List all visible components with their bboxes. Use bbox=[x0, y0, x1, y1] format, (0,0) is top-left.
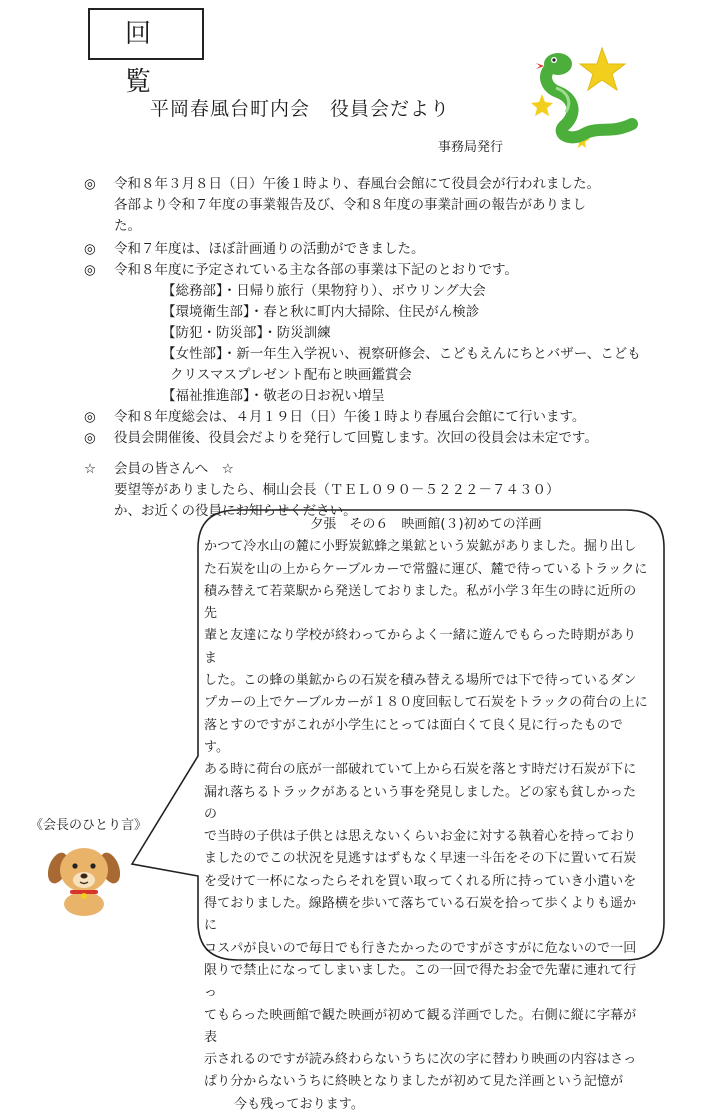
column-line: 積み替えて若菜駅から発送しておりました。私が小学３年生の時に近所の先 bbox=[204, 583, 637, 622]
issuer-label: 事務局発行 bbox=[438, 140, 504, 155]
text-line: 役員会開催後、役員会だよりを発行して回覧します。次回の役員会は未定です。 bbox=[114, 430, 598, 446]
column-line: 落とすのですがこれが小学生にとっては面白くて良く見に行ったものです。 bbox=[204, 717, 623, 755]
text-line: か、お近くの役員にお知らせください。 bbox=[114, 503, 357, 519]
column-line: てもらった映画館で観た映画が初めて観る洋画でした。右側に縦に字幕が表 bbox=[204, 1007, 637, 1045]
column-line: した。この蜂の巣鉱からの石炭を積み替える場所では下で待っているダン bbox=[204, 673, 637, 689]
column-line: た石炭を山の上からケーブルカーで常盤に運び、麓で待っているトラックに bbox=[204, 561, 648, 577]
department-item: 【環境衛生部】・春と秋に町内大掃除、住民がん検診 bbox=[162, 304, 480, 320]
department-item-cont: クリスマスプレゼント配布と映画鑑賞会 bbox=[170, 367, 412, 383]
column-line: を受けて一杯になったらそれを買い取ってくれる所に持っていき小遣いを bbox=[204, 873, 637, 889]
column-line: コスパが良いので毎日でも行きたかったのですがさすがに危ないので一回 bbox=[204, 940, 637, 956]
star-mark-icon: ☆ bbox=[84, 461, 97, 477]
double-circle-icon: ◎ bbox=[84, 176, 96, 192]
column-line: プカーの上でケーブルカーが１８０度回転して石炭をトラックの荷台の上に bbox=[204, 695, 648, 711]
column-line: ある時に荷台の底が一部破れていて上から石炭を落とす時だけ石炭が下に bbox=[204, 762, 637, 778]
department-item: 【女性部】・新一年生入学祝い、視察研修会、こどもえんにちとバザー、こども bbox=[162, 346, 641, 362]
president-column bbox=[204, 514, 648, 1116]
double-circle-icon: ◎ bbox=[84, 409, 96, 425]
column-title: 夕張 その６ 映画館(３)初めての洋画 bbox=[310, 517, 542, 532]
text-line: 各部より令和７年度の事業報告及び、令和８年度の事業計画の報告がありまし bbox=[114, 197, 586, 213]
text-line: 令和８年度総会は、４月１９日（日）午後１時より春風台会館にて行います。 bbox=[114, 409, 586, 425]
column-line: ぱり分からないうちに終映となりましたが初めて見た洋画という記憶が bbox=[204, 1074, 624, 1090]
column-line: 得ておりました。線路横を歩いて落ちている石炭を拾って歩くよりも遥かに bbox=[204, 896, 637, 934]
text-line: 要望等がありましたら、桐山会長（ＴＥＬ０９０－５２２２－７４３０） bbox=[114, 482, 560, 498]
text-line: 会員の皆さんへ ☆ bbox=[114, 461, 234, 477]
double-circle-icon: ◎ bbox=[84, 430, 96, 446]
column-line: ましたのでこの状況を見逃すはずもなく早速一斗缶をその下に置いて石炭 bbox=[204, 851, 637, 867]
column-line: 今も残っております。 bbox=[234, 1096, 364, 1112]
column-caption: 《会長のひとり言》 bbox=[30, 818, 148, 833]
double-circle-icon: ◎ bbox=[84, 262, 96, 278]
column-line: 限りで禁止になってしまいました。この一回で得たお金で先輩に連れて行っ bbox=[204, 962, 637, 1001]
page-title: 平岡春風台町内会 役員会だより bbox=[150, 98, 451, 120]
text-line: 令和７年度は、ほぼ計画通りの活動ができました。 bbox=[114, 241, 425, 257]
dog-illustration bbox=[44, 838, 124, 918]
department-item: 【福祉推進部】・敬老の日お祝い増呈 bbox=[162, 388, 385, 404]
column-line: かつて冷水山の麓に小野炭鉱蜂之巣鉱という炭鉱がありました。掘り出し bbox=[204, 539, 637, 555]
column-line: 輩と友達になり学校が終わってからよく一緒に遊んでもらった時期がありま bbox=[204, 628, 637, 666]
text-line: 令和８年度に予定されている主な各部の事業は下記のとおりです。 bbox=[114, 262, 518, 278]
department-item: 【防犯・防災部】・防災訓練 bbox=[162, 325, 331, 341]
text-line: た。 bbox=[114, 218, 141, 234]
double-circle-icon: ◎ bbox=[84, 241, 96, 257]
column-line: 示されるのですが読み終わらないうちに次の字に替わり映画の内容はさっ bbox=[204, 1052, 637, 1068]
text-line: 令和８年３月８日（日）午後１時より、春風台会館にて役員会が行われました。 bbox=[114, 176, 600, 192]
kairan-stamp: 回 覧 bbox=[88, 8, 204, 60]
column-line: 漏れ落ちるトラックがあるという事を発見しました。どの家も貧しかったの bbox=[204, 784, 637, 822]
column-line: で当時の子供は子供とは思えないくらいお金に対する執着心を持っており bbox=[204, 829, 637, 845]
department-item: 【総務部】・日帰り旅行（果物狩り）、ボウリング大会 bbox=[162, 283, 486, 299]
